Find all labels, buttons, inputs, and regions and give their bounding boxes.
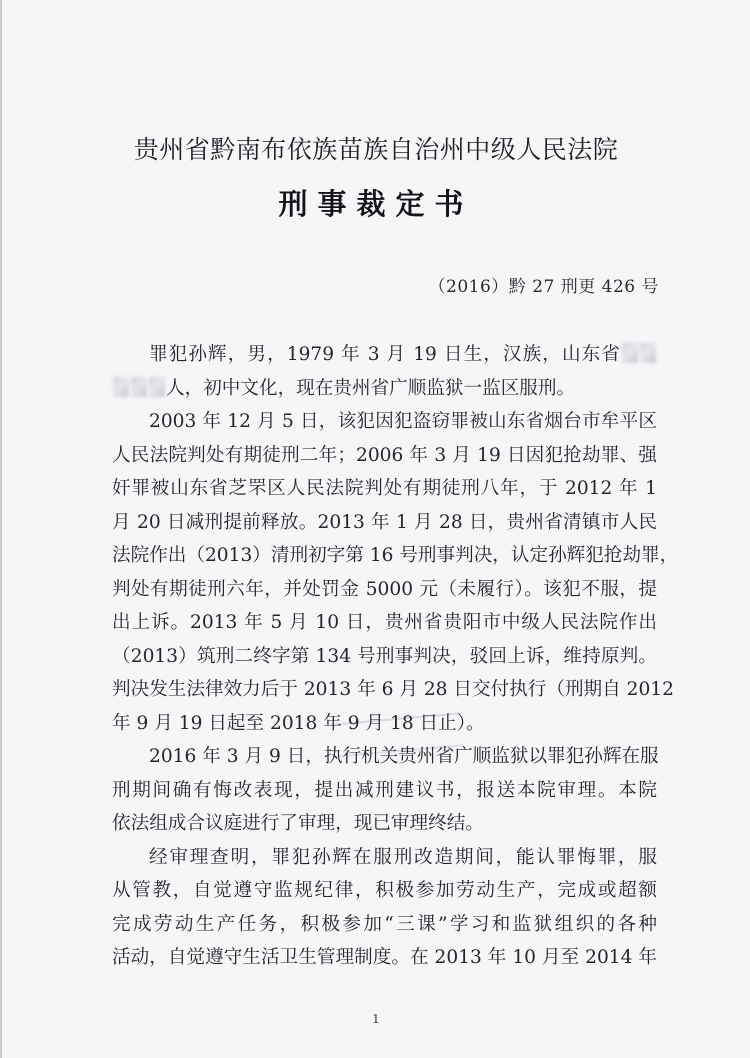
body-line-17: 从管教，自觉遵守监规纪律，积极参加劳动生产，完成或超额 [112, 880, 657, 901]
redacted-block [622, 343, 638, 363]
page-number: 1 [372, 1012, 380, 1026]
body-line-7: 法院作出（2013）清刑初字第 16 号刑事判决，认定孙辉犯抢劫罪， [112, 545, 679, 566]
body-line-8: 判处有期徒刑六年，并处罚金 5000 元（未履行）。该犯不服，提 [112, 578, 657, 600]
body-line-18: 完成劳动生产任务，积极参加“三课”学习和监狱组织的各种 [112, 913, 657, 935]
body-line-6: 月 20 日减刑提前释放。2013 年 1 月 28 日，贵州省清镇市人民 [112, 511, 657, 533]
body-line-11: 判决发生法律效力后于 2013 年 6 月 28 日交付执行（刑期自 2012 [112, 679, 674, 700]
body-line-3: 2003 年 12 月 5 日，该犯因犯盗窃罪被山东省烟台市牟平区 [149, 411, 657, 432]
body-line-16: 经审理查明，罪犯孙辉在服刑改造期间，能认罪悔罪，服 [149, 846, 657, 868]
body-line-1: 罪犯孙辉，男，1979 年 3 月 19 日生，汉族，山东省 [112, 338, 657, 372]
body-line-14: 刑期间确有悔改表现，提出减刑建议书，报送本院审理。本院 [112, 779, 657, 801]
body-line-19: 活动，自觉遵守生活卫生管理制度。在 2013 年 10 月至 2014 年 [112, 947, 657, 968]
body-line-15: 依法组成合议庭进行了审理，现已审理终结。 [112, 813, 484, 834]
body-line-9: 出上诉。2013 年 5 月 10 日，贵州省贵阳市中级人民法院作出 [112, 612, 657, 633]
redacted-block [113, 377, 129, 397]
body-line-2: 人，初中文化，现在贵州省广顺监狱一监区服刑。 [112, 372, 657, 406]
body-line-12: 年 9 月 19 日起至 2018 年 9 月 18 日止）。 [112, 712, 485, 734]
case-number: （2016）黔 27 刑更 426 号 [428, 277, 659, 297]
redacted-block [640, 343, 656, 363]
document-title: 刑事裁定书 [278, 187, 474, 221]
body-line-13: 2016 年 3 月 9 日，执行机关贵州省广顺监狱以罪犯孙辉在服 [149, 746, 659, 767]
court-name: 贵州省黔南布依族苗族自治州中级人民法院 [133, 135, 619, 164]
judgment-body [112, 338, 679, 975]
body-line-4: 人民法院判处有期徒刑二年；2006 年 3 月 19 日因犯抢劫罪、强 [112, 444, 657, 466]
body-line-5: 奸罪被山东省芝罘区人民法院判处有期徒刑八年，于 2012 年 1 [112, 478, 657, 499]
body-line-10: （2013）筑刑二终字第 134 号刑事判决，驳回上诉，维持原判。 [112, 645, 657, 667]
redacted-block [131, 377, 147, 397]
redacted-block [149, 377, 165, 397]
